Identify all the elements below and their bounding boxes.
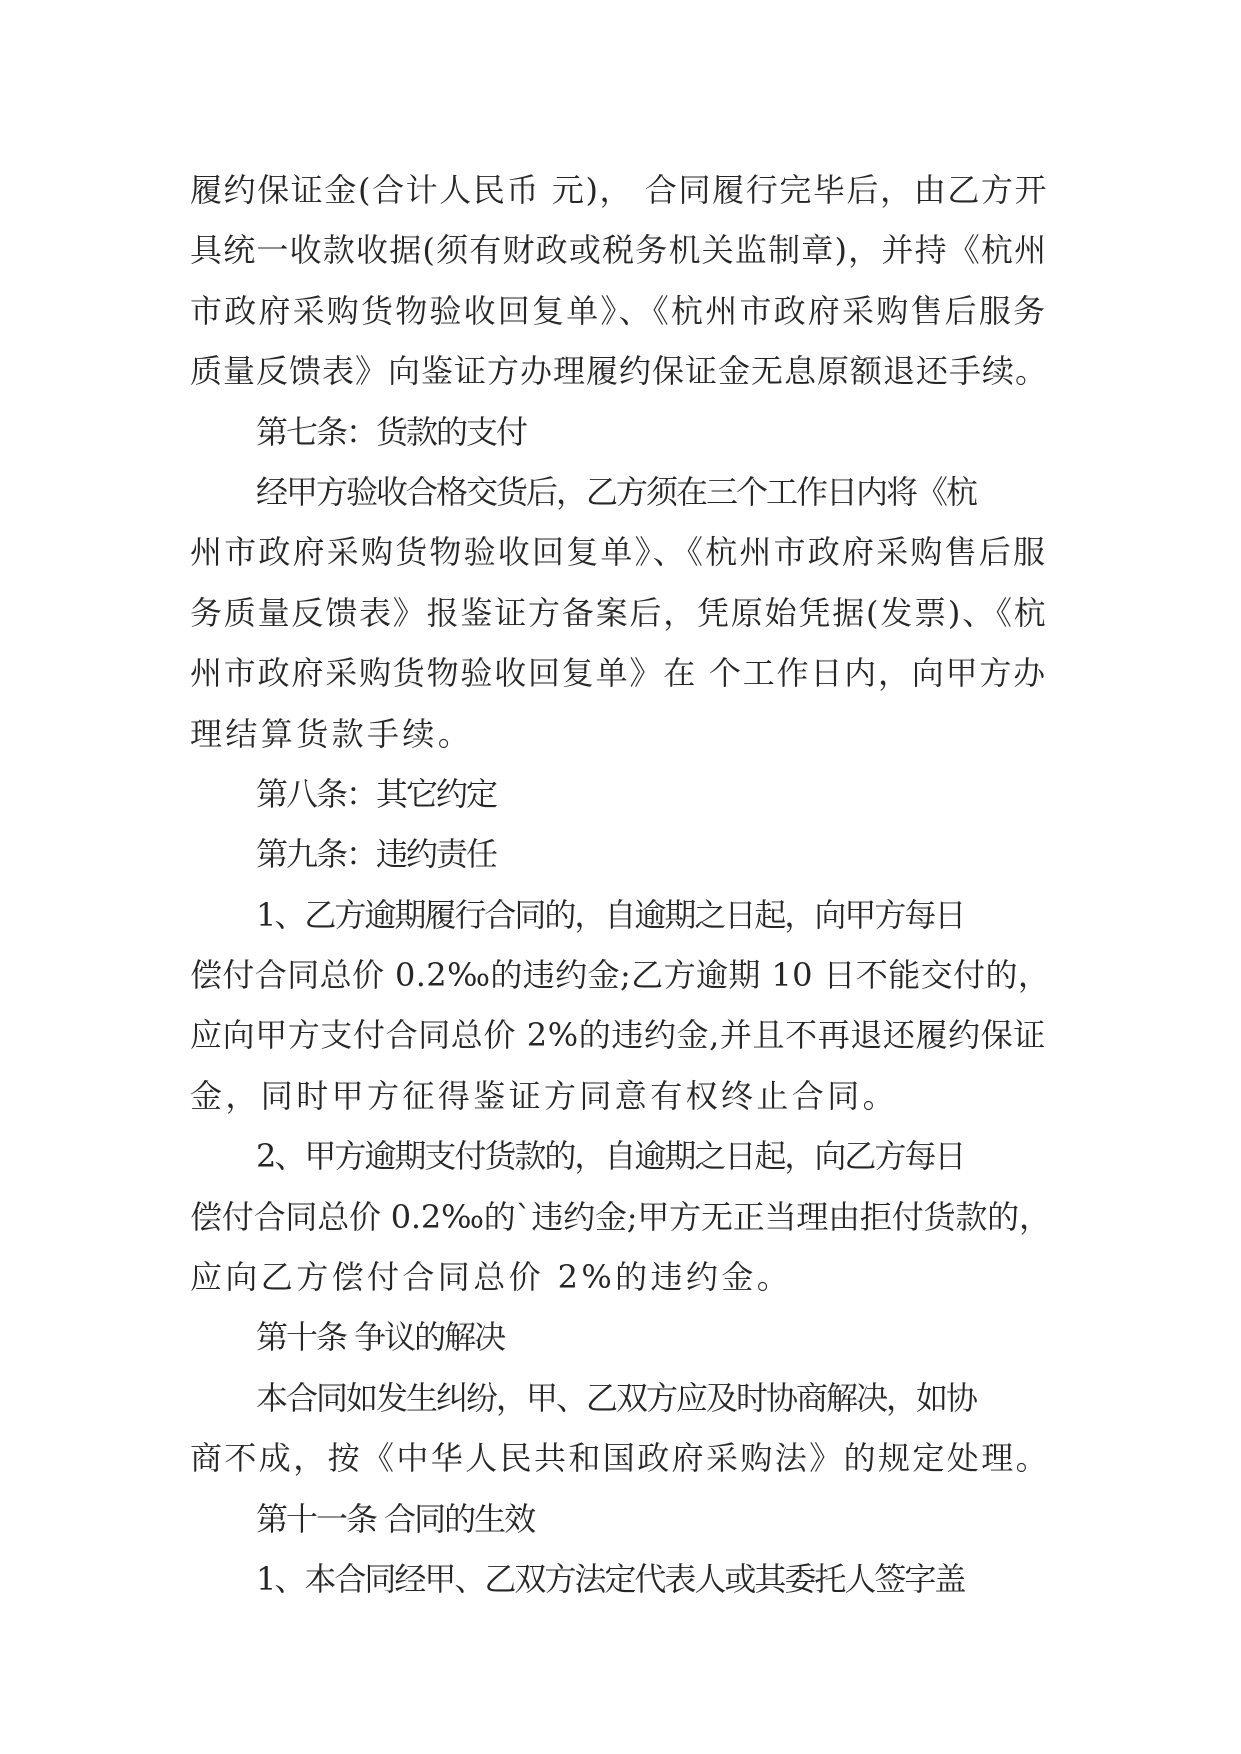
text-line: 第九条：违约责任 <box>256 835 497 874</box>
text-line: 第七条：货款的支付 <box>256 412 527 451</box>
text-line: 质量反馈表》向鉴证方办理履约保证金无息原额退还手续。 <box>190 352 1049 391</box>
text-line: 具统一收款收据(须有财政或税务机关监制章)，并持《杭州 <box>190 231 1048 270</box>
text-line: 州市政府采购货物验收回复单》、《杭州市政府采购售后服 <box>190 533 1048 572</box>
text-line: 应向甲方支付合同总价 2%的违约金,并且不再退还履约保证 <box>190 1016 1046 1055</box>
text-line: 1、本合同经甲、乙双方法定代表人或其委托人签字盖 <box>256 1559 965 1598</box>
text-line: 市政府采购货物验收回复单》、《杭州市政府采购售后服务 <box>190 291 1048 330</box>
text-line: 理结算货款手续。 <box>190 714 474 753</box>
text-line: 本合同如发生纠纷，甲、乙双方应及时协商解决，如协 <box>256 1378 977 1417</box>
text-line: 第八条：其它约定 <box>256 774 497 813</box>
text-line: 2、甲方逾期支付货款的，自逾期之日起，向乙方每日 <box>256 1137 965 1176</box>
text-line: 偿付合同总价 0.2‰的`违约金;甲方无正当理由拒付货款的， <box>190 1197 1051 1236</box>
text-line: 经甲方验收合格交货后，乙方须在三个工作日内将《杭 <box>256 472 977 511</box>
text-line: 州市政府采购货物验收回复单》在 个工作日内，向甲方办 <box>190 654 1047 693</box>
text-line: 务质量反馈表》报鉴证方备案后，凭原始凭据(发票)、《杭 <box>190 593 1048 632</box>
text-line: 商不成，按《中华人民共和国政府采购法》的规定处理。 <box>190 1439 1051 1478</box>
text-line: 第十一条 合同的生效 <box>256 1499 535 1538</box>
text-line: 偿付合同总价 0.2‰的违约金;乙方逾期 10 日不能交付的， <box>190 956 1051 995</box>
text-line: 第十条 争议的解决 <box>256 1318 505 1357</box>
contract-text-body <box>190 160 1050 1609</box>
text-line: 履约保证金(合计人民币 元)， 合同履行完毕后，由乙方开 <box>190 171 1049 209</box>
text-line: 应向乙方偿付合同总价 2%的违约金。 <box>190 1258 793 1297</box>
text-line: 1、乙方逾期履行合同的，自逾期之日起，向甲方每日 <box>256 895 965 934</box>
text-line: 金，同时甲方征得鉴证方同意有权终止合同。 <box>190 1076 899 1115</box>
